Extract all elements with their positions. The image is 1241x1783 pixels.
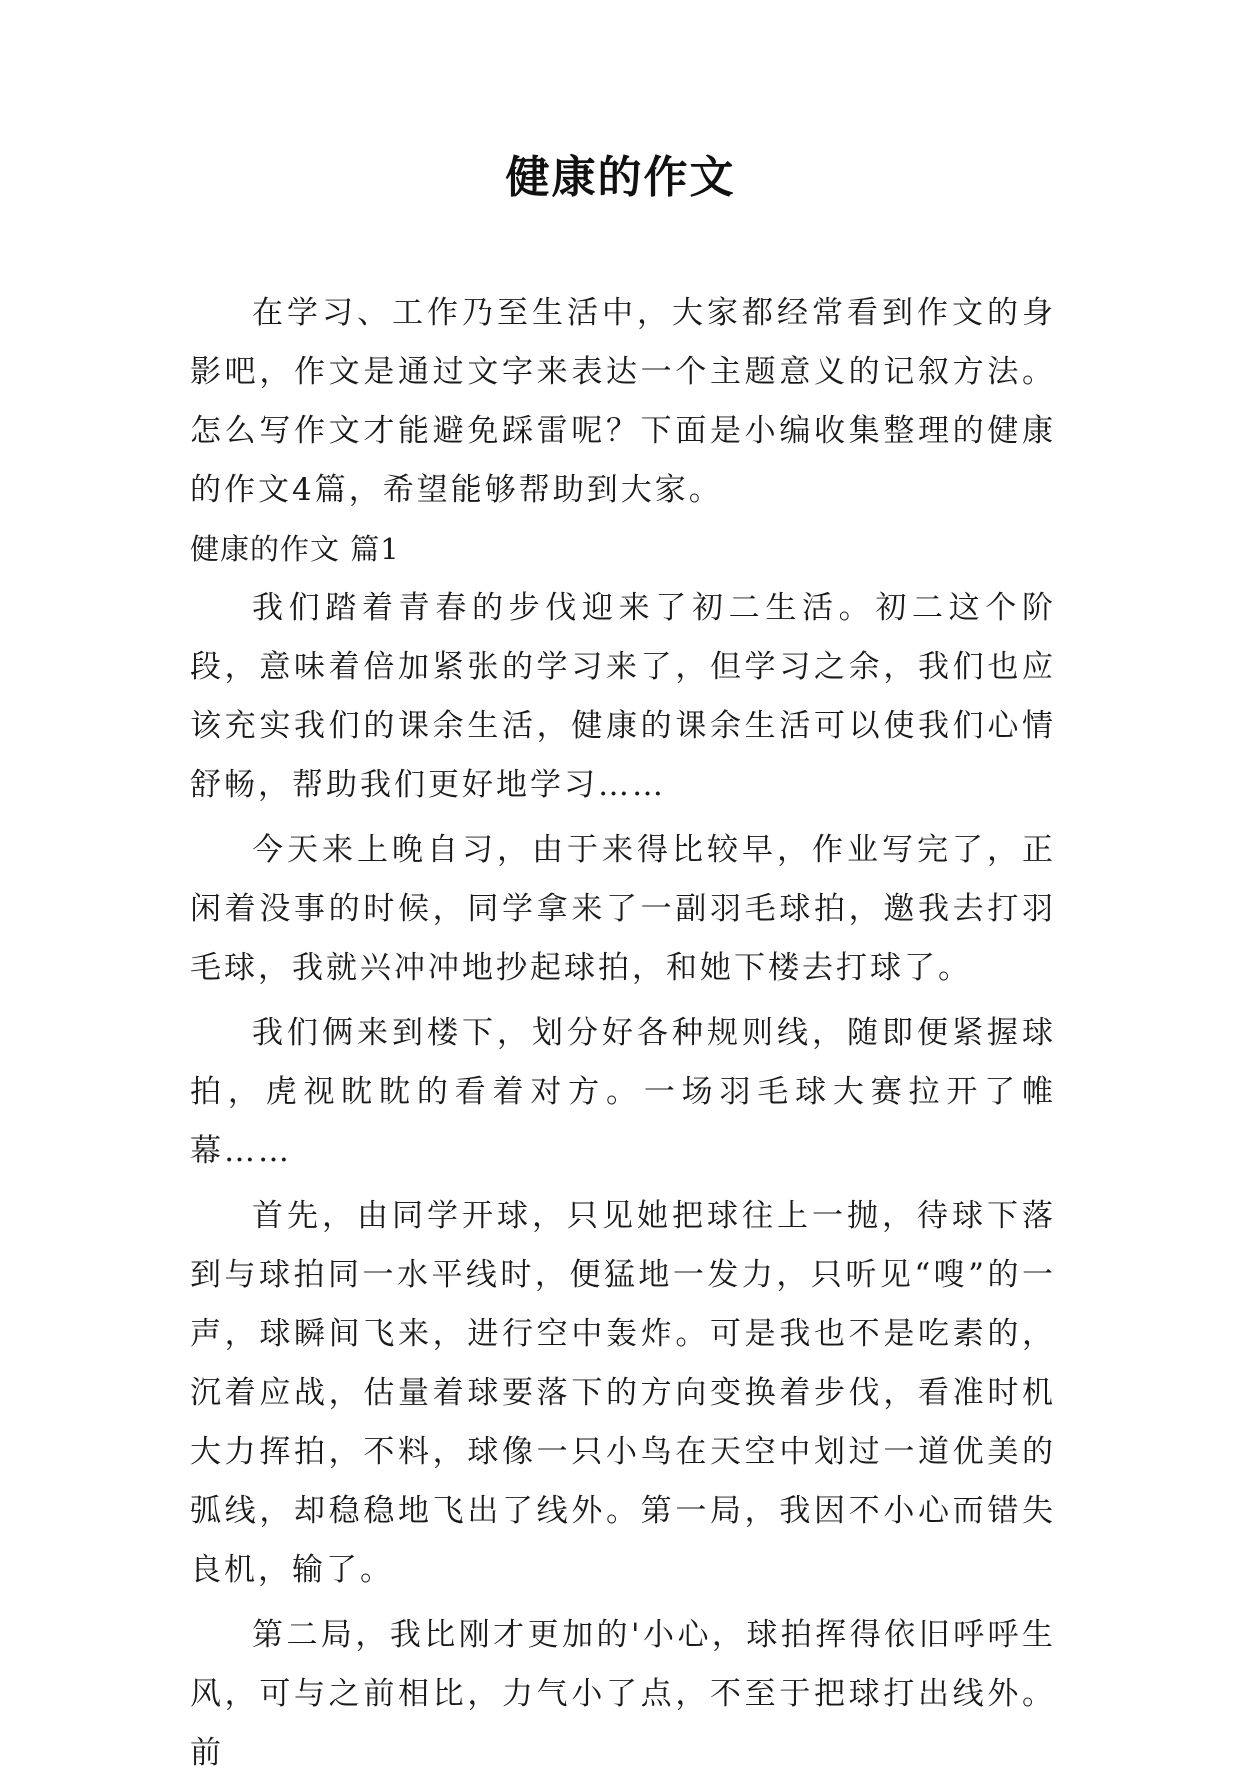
section-heading: 健康的作文 篇1: [190, 532, 400, 566]
document-title: 健康的作文: [505, 152, 736, 203]
body-paragraph-1: 我们踏着青春的步伐迎来了初二生活。初二这个阶段，意味着倍加紧张的学习来了，但学习之余，我们也应该充实我们的课余生活，健康的课余生活可以使我们心情舒畅，帮助我们更好地学习……: [190, 590, 1056, 803]
document-body: [190, 284, 1056, 1783]
intro-paragraph: 在学习、工作乃至生活中，大家都经常看到作文的身影吧，作文是通过文字来表达一个主题意义的记叙方法。怎么写作文才能避免踩雷呢？下面是小编收集整理的健康的作文4篇，希望能够帮助到大家。: [190, 295, 1056, 508]
body-paragraph-4: 首先，由同学开球，只见她把球往上一抛，待球下落到与球拍同一水平线时，便猛地一发力，只听见“嗖”的一声，球瞬间飞来，进行空中轰炸。可是我也不是吃素的，沉着应战，估量着球要落下的方向变换着步伐，看准时机大力挥拍，不料，球像一只小鸟在天空中划过一道优美的弧线，却稳稳地飞出了线外。第一局，我因不小心而错失良机，输了。: [190, 1198, 1056, 1588]
body-paragraph-3: 我们俩来到楼下，划分好各种规则线，随即便紧握球拍，虎视眈眈的看着对方。一场羽毛球大赛拉开了帷幕……: [190, 1015, 1056, 1169]
body-paragraph-2: 今天来上晚自习，由于来得比较早，作业写完了，正闲着没事的时候，同学拿来了一副羽毛球拍，邀我去打羽毛球，我就兴冲冲地抄起球拍，和她下楼去打球了。: [190, 832, 1056, 986]
body-paragraph-5: 第二局，我比刚才更加的'小心，球拍挥得依旧呼呼生风，可与之前相比，力气小了点，不至于把球打出线外。前: [190, 1617, 1056, 1771]
